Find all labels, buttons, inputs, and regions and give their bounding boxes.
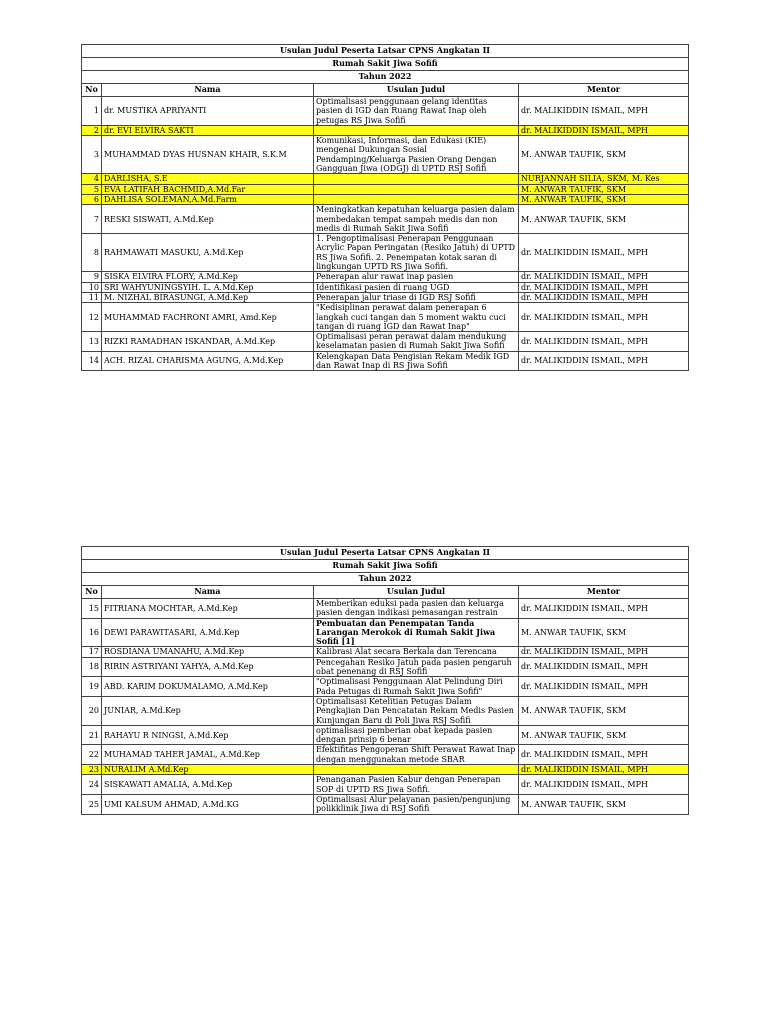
row-number: 17	[82, 647, 102, 657]
mentor-name: dr. MALIKIDDIN ISMAIL, MPH	[519, 234, 689, 272]
table-row	[82, 332, 689, 352]
column-header: Usulan Judul	[314, 84, 519, 97]
mentor-name: M. ANWAR TAUFIK, SKM	[519, 136, 689, 174]
proposal-title: Komunikasi, Informasi, dan Edukasi (KIE) mengenai Dukungan Sosial Pendamping/Keluarga Pasien Orang Dengan Gangguan Jiwa (ODGJ) di UPTD RSJ Sofifi	[314, 136, 519, 174]
participant-name: MUHAMAD TAHER JAMAL, A.Md.Kep	[102, 745, 314, 765]
mentor-name: M. ANWAR TAUFIK, SKM	[519, 794, 689, 814]
participant-name: SISKA ELVIRA FLORY, A.Md.Kep	[102, 272, 314, 282]
table-row	[82, 272, 689, 282]
mentor-name: dr. MALIKIDDIN ISMAIL, MPH	[519, 647, 689, 657]
mentor-name: dr. MALIKIDDIN ISMAIL, MPH	[519, 599, 689, 619]
table-row	[82, 303, 689, 332]
participant-name: DEWI PARAWITASARI, A.Md.Kep	[102, 618, 314, 647]
table-row	[82, 775, 689, 795]
mentor-name: M. ANWAR TAUFIK, SKM	[519, 618, 689, 647]
participant-name: MUHAMMAD DYAS HUSNAN KHAIR, S.K.M	[102, 136, 314, 174]
participant-name: RIRIN ASTRIYANI YAHYA, A.Md.Kep	[102, 657, 314, 677]
participant-name: RIZKI RAMADHAN ISKANDAR, A.Md.Kep	[102, 332, 314, 352]
participant-name: SRI WAHYUNINGSYIH. L. A.Md.Kep	[102, 282, 314, 292]
title-row	[82, 573, 689, 586]
table-body	[82, 547, 689, 815]
participant-name: M. NIZHAL BIRASUNGI, A.Md.Kep	[102, 292, 314, 302]
title-line: Tahun 2022	[82, 71, 689, 84]
proposal-title	[314, 765, 519, 775]
table-row	[82, 745, 689, 765]
table-row	[82, 205, 689, 234]
table-row	[82, 351, 689, 371]
column-header: Nama	[102, 586, 314, 599]
table-row	[82, 234, 689, 272]
proposal-title: Efektifitas Pengoperan Shift Perawat Rawat Inap dengan menggunakan metode SBAR	[314, 745, 519, 765]
row-number: 18	[82, 657, 102, 677]
title-line: Tahun 2022	[82, 573, 689, 586]
table-row	[82, 136, 689, 174]
proposal-title	[314, 194, 519, 204]
row-number: 10	[82, 282, 102, 292]
participant-name: NURALIM A.Md.Kep	[102, 765, 314, 775]
title-line: Usulan Judul Peserta Latsar CPNS Angkatan II	[82, 547, 689, 560]
table-row	[82, 765, 689, 775]
proposal-title: Optimalisasi peran perawat dalam mendukung keselamatan pasien di Rumah Sakit Jiwa Sofifi	[314, 332, 519, 352]
mentor-name: dr. MALIKIDDIN ISMAIL, MPH	[519, 351, 689, 371]
row-number: 14	[82, 351, 102, 371]
proposal-title: 1. Pengoptimalisasi Penerapan Penggunaan Acrylic Papan Peringatan (Resiko Jatuh) di UPTD RS Jiwa Sofifi. 2. Penempatan kotak saran di lingkungan UPTD RS Jiwa Sofifi.	[314, 234, 519, 272]
row-number: 23	[82, 765, 102, 775]
proposal-title: Pembuatan dan Penempatan Tanda Larangan Merokok di Rumah Sakit Jiwa Sofifi [1]	[314, 618, 519, 647]
header-row	[82, 586, 689, 599]
table-row	[82, 292, 689, 302]
table-row	[82, 677, 689, 697]
proposal-title: Pencegahan Resiko Jatuh pada pasien pengaruh obat penenang di RSJ Sofifi	[314, 657, 519, 677]
table-row	[82, 184, 689, 194]
mentor-name: dr. MALIKIDDIN ISMAIL, MPH	[519, 775, 689, 795]
participant-name: JUNIAR, A.Md.Kep	[102, 696, 314, 725]
row-number: 22	[82, 745, 102, 765]
row-number: 1	[82, 97, 102, 126]
title-row	[82, 560, 689, 573]
mentor-name: dr. MALIKIDDIN ISMAIL, MPH	[519, 125, 689, 135]
column-header: No	[82, 586, 102, 599]
row-number: 12	[82, 303, 102, 332]
title-row	[82, 45, 689, 58]
row-number: 9	[82, 272, 102, 282]
row-number: 13	[82, 332, 102, 352]
proposal-title: Identifikasi pasien di ruang UGD	[314, 282, 519, 292]
table-row	[82, 194, 689, 204]
column-header: Nama	[102, 84, 314, 97]
row-number: 15	[82, 599, 102, 619]
proposal-title: Memberikan eduksi pada pasien dan keluarga pasien dengan indikasi pemasangan restrain	[314, 599, 519, 619]
row-number: 4	[82, 174, 102, 184]
row-number: 19	[82, 677, 102, 697]
row-number: 8	[82, 234, 102, 272]
table-row	[82, 725, 689, 745]
participant-name: RAHMAWATI MASUKU, A.Md.Kep	[102, 234, 314, 272]
participant-name: ACH. RIZAL CHARISMA AGUNG, A.Md.Kep	[102, 351, 314, 371]
mentor-name: dr. MALIKIDDIN ISMAIL, MPH	[519, 303, 689, 332]
mentor-name: dr. MALIKIDDIN ISMAIL, MPH	[519, 292, 689, 302]
mentor-name: M. ANWAR TAUFIK, SKM	[519, 194, 689, 204]
table-row	[82, 125, 689, 135]
proposal-title: Meningkatkan kepatuhan keluarga pasien dalam membedakan tempat sampah medis dan non medis di Rumah Sakit Jiwa Sofifi	[314, 205, 519, 234]
mentor-name: dr. MALIKIDDIN ISMAIL, MPH	[519, 765, 689, 775]
mentor-name: M. ANWAR TAUFIK, SKM	[519, 725, 689, 745]
proposal-title	[314, 174, 519, 184]
table-body	[82, 45, 689, 371]
row-number: 7	[82, 205, 102, 234]
proposal-title: "Optimalisasi Penggunaan Alat Pelindung Diri Pada Petugas di Rumah Sakit Jiwa Sofifi"	[314, 677, 519, 697]
row-number: 24	[82, 775, 102, 795]
participant-name: RESKI SISWATI, A.Md.Kep	[102, 205, 314, 234]
title-line: Rumah Sakit Jiwa Sofifi	[82, 58, 689, 71]
proposal-title: Optimalisasi Ketelitian Petugas Dalam Pengkajian Dan Pencatatan Rekam Medis Pasien Kunjungan Baru di Poli Jiwa RSJ Sofifi	[314, 696, 519, 725]
participant-name: RAHAYU R NINGSI, A.Md.Kep	[102, 725, 314, 745]
proposal-title	[314, 125, 519, 135]
mentor-name: dr. MALIKIDDIN ISMAIL, MPH	[519, 282, 689, 292]
table-row	[82, 647, 689, 657]
proposal-title	[314, 184, 519, 194]
mentor-name: dr. MALIKIDDIN ISMAIL, MPH	[519, 272, 689, 282]
title-line: Usulan Judul Peserta Latsar CPNS Angkatan II	[82, 45, 689, 58]
proposal-title: Kalibrasi Alat secara Berkala dan Terencana	[314, 647, 519, 657]
table-row	[82, 794, 689, 814]
table-row	[82, 97, 689, 126]
table-row	[82, 174, 689, 184]
participant-name: ABD. KARIM DOKUMALAMO, A.Md.Kep	[102, 677, 314, 697]
proposal-title: Penanganan Pasien Kabur dengan Penerapan SOP di UPTD RS Jiwa Sofifi.	[314, 775, 519, 795]
proposal-title: Penerapan alur rawat inap pasien	[314, 272, 519, 282]
table-row	[82, 696, 689, 725]
participant-name: dr. MUSTIKA APRIYANTI	[102, 97, 314, 126]
mentor-name: dr. MALIKIDDIN ISMAIL, MPH	[519, 657, 689, 677]
row-number: 21	[82, 725, 102, 745]
mentor-name: dr. MALIKIDDIN ISMAIL, MPH	[519, 677, 689, 697]
proposal-title: "Kedisiplinan perawat dalam penerapan 6 langkah cuci tangan dan 5 moment waktu cuci tangan di ruang IGD dan Rawat Inap"	[314, 303, 519, 332]
proposal-table-1	[81, 44, 689, 371]
row-number: 25	[82, 794, 102, 814]
table-row	[82, 657, 689, 677]
proposal-table-2	[81, 546, 689, 815]
participant-name: DAHLISA SOLEMAN,A.Md.Farm	[102, 194, 314, 204]
title-row	[82, 71, 689, 84]
row-number: 6	[82, 194, 102, 204]
mentor-name: dr. MALIKIDDIN ISMAIL, MPH	[519, 97, 689, 126]
proposal-title: Kelengkapan Data Pengisian Rekam Medik IGD dan Rawat Inap di RS Jiwa Sofifi	[314, 351, 519, 371]
table-row	[82, 282, 689, 292]
row-number: 11	[82, 292, 102, 302]
participant-name: UMI KALSUM AHMAD, A.Md.KG	[102, 794, 314, 814]
proposal-title: optimalisasi pemberian obat kepada pasien dengan prinsip 6 benar	[314, 725, 519, 745]
proposal-title: Optimalisasi penggunaan gelang identitas pasien di IGD dan Ruang Rawat Inap oleh petugas RS Jiwa Sofifi	[314, 97, 519, 126]
row-number: 2	[82, 125, 102, 135]
participant-name: EVA LATIFAH BACHMID,A.Md.Far	[102, 184, 314, 194]
participant-name: FITRIANA MOCHTAR, A.Md.Kep	[102, 599, 314, 619]
column-header: No	[82, 84, 102, 97]
row-number: 16	[82, 618, 102, 647]
participant-name: SISKAWATI AMALIA, A.Md.Kep	[102, 775, 314, 795]
title-line: Rumah Sakit Jiwa Sofifi	[82, 560, 689, 573]
participant-name: dr. EVI ELVIRA SAKTI	[102, 125, 314, 135]
proposal-title: Optimalisasi Alur pelayanan pasien/pengunjung polikklinik Jiwa di RSJ Sofifi	[314, 794, 519, 814]
row-number: 20	[82, 696, 102, 725]
mentor-name: M. ANWAR TAUFIK, SKM	[519, 696, 689, 725]
title-row	[82, 547, 689, 560]
column-header: Usulan Judul	[314, 586, 519, 599]
participant-name: DARLISHA, S.E	[102, 174, 314, 184]
mentor-name: M. ANWAR TAUFIK, SKM	[519, 205, 689, 234]
mentor-name: dr. MALIKIDDIN ISMAIL, MPH	[519, 332, 689, 352]
table-row	[82, 599, 689, 619]
mentor-name: dr. MALIKIDDIN ISMAIL, MPH	[519, 745, 689, 765]
title-row	[82, 58, 689, 71]
participant-name: ROSDIANA UMANAHU, A.Md.Kep	[102, 647, 314, 657]
table-row	[82, 618, 689, 647]
proposal-title: Penerapan jalur triase di IGD RSJ Sofifi	[314, 292, 519, 302]
participant-name: MUHAMMAD FACHRONI AMRI, Amd.Kep	[102, 303, 314, 332]
row-number: 5	[82, 184, 102, 194]
mentor-name: NURJANNAH SILIA, SKM, M. Kes	[519, 174, 689, 184]
column-header: Mentor	[519, 84, 689, 97]
mentor-name: M. ANWAR TAUFIK, SKM	[519, 184, 689, 194]
column-header: Mentor	[519, 586, 689, 599]
header-row	[82, 84, 689, 97]
row-number: 3	[82, 136, 102, 174]
